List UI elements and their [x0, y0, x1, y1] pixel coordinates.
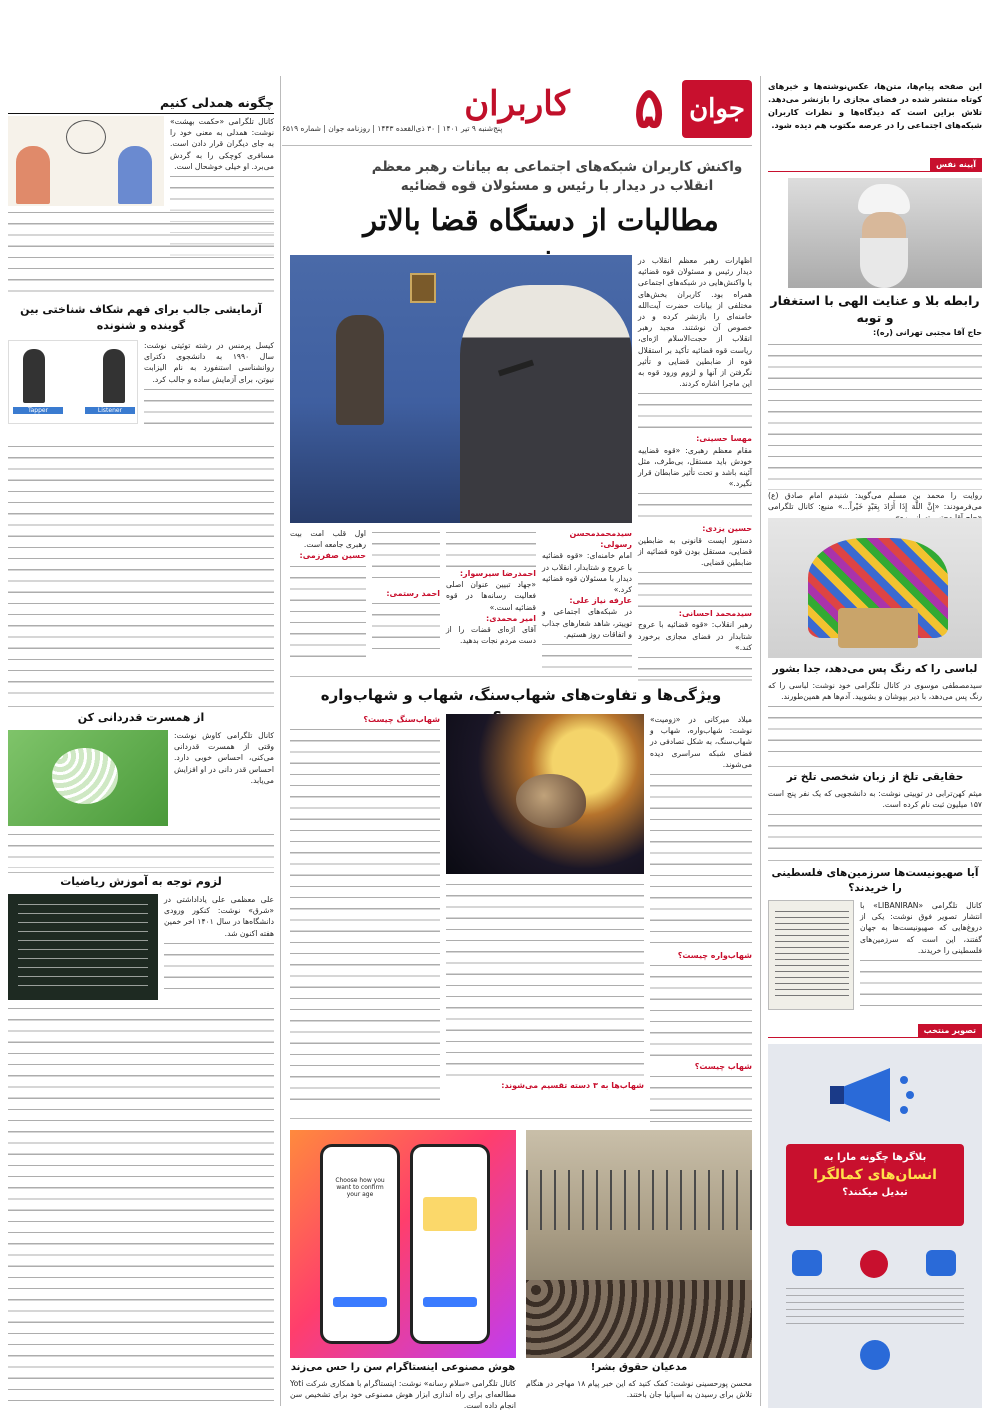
r-s2-title: آزمایشی جالب برای فهم شکاف شناختی بین گوینده و شنونده: [20, 303, 262, 332]
space-title: ویژگی‌ها و تفاوت‌های شهاب‌سنگ، شهاب و شهاب‌واره: [320, 686, 722, 704]
r-s2-divider: [8, 706, 274, 707]
tag-1-wrap: [768, 158, 982, 172]
fence-lines: [526, 1170, 752, 1230]
phone-1: [320, 1144, 400, 1344]
main-col-1: [542, 528, 632, 666]
main-sub-d: سیدمحمدمحسن رسولی:: [569, 529, 632, 550]
featured-poster: [768, 1044, 982, 1408]
section-title: کاربران: [464, 84, 570, 124]
thought-bubble: [66, 120, 106, 154]
r-s4-title: لزوم توجه به آموزش ریاضیات: [60, 875, 222, 888]
s1-sub: حاج آقا مجتبی تهرانی (ره):: [873, 328, 982, 337]
phone-2-button: [423, 1297, 477, 1307]
listener-figure: [103, 349, 125, 403]
listener-label: Listener: [85, 407, 135, 414]
cleric-beard: [860, 238, 908, 288]
empathy-illustration: [8, 116, 164, 206]
intro-text: این صفحه پیام‌ها، متن‌ها، عکس‌نوشته‌ها و خبرهای کوتاه منتشر شده در فضای مجازی را بازنشر می‌دهد. تلاش براین است که دیدگاه‌ها و نظرات کاربران شبکه‌های اجتماعی را در عرصه مکتوب هم دیده شود.: [768, 81, 982, 130]
r-s2-body: [144, 340, 274, 440]
camera-icon: [792, 1250, 822, 1276]
phone-1-text: Choose how you want to confirm your age: [335, 1177, 385, 1198]
poster-banner: [786, 1144, 964, 1226]
brand-logo-text: جوان: [689, 94, 745, 124]
r-s1-title: چگونه همدلی کنیم: [8, 94, 274, 114]
phone-2: [410, 1144, 490, 1344]
main-sub-g: امیر محمدی:: [486, 613, 536, 623]
space-divider: [290, 1118, 752, 1119]
main-body-4: رهبر انقلاب: «قوه قضائیه با عروج شتابدار در فضای مجازی برخورد کند.»: [638, 620, 752, 652]
person-right: [118, 146, 152, 204]
instagram-body: کانال تلگرامی «سلام رسانه» نوشت: اینستاگرام با همکاری شرکت Yoti مطالعه‌ای برای راه اندازی ابزار هوش مصنوعی خود برای تشخیص سن انجام داده است.: [290, 1379, 516, 1411]
main-body-3: دستور ایست قانونی به ضابطین قضایی، مستقل بودن قوه قضائیه از ضابطین قضایی.: [638, 535, 752, 568]
poster-line-3: تبدیل میکنند؟: [842, 1187, 908, 1198]
main-body-9: اول قلب امت بیت رهبری جامعه است.: [290, 529, 366, 550]
s4-body-text: کانال تلگرامی «LIBANIRAN» با انتشار تصویر فوق نوشت: یکی از دروغ‌هایی که صهیونیست‌ها به جهان گفتند، این است که سرزمین‌های فلسطینی را خریدند.: [860, 901, 982, 955]
r-s1-cont: [8, 208, 274, 296]
space-body-col-2: [446, 880, 644, 1112]
tag-2: تصویر منتخب: [918, 1024, 982, 1037]
cleric-turban: [858, 184, 910, 214]
instagram-caption: هوش مصنوعی اینستاگرام سن را حس می‌زند: [290, 1362, 516, 1373]
border-fence-body: محسن پورحسینی نوشت: کمک کنید که این خبر پیام ۱۸ مهاجر در هنگام تلاش برای رسیدن به اسپانیا جان باختند.: [526, 1379, 752, 1400]
thumb-icon: [860, 1340, 890, 1370]
person-left: [16, 146, 50, 204]
chalk-formulas: [18, 904, 148, 990]
tapper-label: Tapper: [13, 407, 63, 414]
main-body-7: «جهاد تبیین عنوان اصلی فعالیت رسانه‌ها در قوه قضائیه است.»: [446, 580, 536, 612]
portrait-frame: [410, 273, 436, 303]
tapper-illustration: [8, 340, 138, 424]
r-s4-body-text: علی معظمی علی یاداداشتی در «شرق» نوشت: کنکور ورودی دانشگاه‌ها در سال ۱۴۰۱ اخر خمین هفته اکنون شد.: [164, 895, 274, 938]
r-s4-body: [164, 894, 274, 1000]
main-col-2: [446, 528, 536, 666]
flower-bouquet: [52, 748, 118, 804]
border-fence-photo: [526, 1130, 752, 1358]
main-body-2: مقام معظم رهبری: «قوه قضاییه خودش باید مستقل، بی‌طرف، مثل آئینه باشد و تحت تأثیر ضابطان قرار نگیرد.»: [638, 445, 752, 489]
main-photo: [290, 255, 632, 523]
r-s4-cont: [8, 1004, 274, 1408]
main-sub-b: حسین یزدی:: [702, 524, 752, 534]
s3-title: حقایقی تلخ از زبان شخصی تلخ تر: [786, 771, 964, 783]
space-sub-3: شهاب‌ها به ۳ دسته تقسیم می‌شوند:: [501, 1081, 644, 1090]
tapper-figure: [23, 349, 45, 403]
phone-1-button: [333, 1297, 387, 1307]
main-sub-e: عارفه نیاز علی:: [569, 596, 632, 606]
main-sub-i: حسین صفرزمی:: [299, 551, 366, 561]
main-body-6: در شبکه‌های اجتماعی و توییتر، شاهد شعارهای جذاب و اتفاقات روز هستیم.: [542, 607, 632, 639]
main-sub-c: سیدمحمد احسانی:: [678, 609, 752, 619]
main-sub-a: مهسا حسینی:: [696, 434, 752, 444]
laundry-basket: [838, 608, 918, 648]
instagram-photo: [290, 1130, 516, 1358]
r-s3-body: [174, 730, 274, 826]
laundry-photo: [768, 518, 982, 658]
document-photo: [768, 900, 854, 1010]
brand-logo: [682, 80, 752, 138]
s3-body-text: میثم کهن‌ترابی در توییتی نوشت: به دانشجویی که یک نفر پنج است ۱۵۷ میلیون ثبت نام کرده است.: [768, 789, 982, 810]
s2-body: [768, 680, 982, 762]
r-s2-cont: [8, 442, 274, 704]
speaker-figure: [460, 285, 632, 523]
main-sub-h: احمد رستمی:: [386, 589, 440, 598]
poster-line-2: انسان‌های کمالگرا: [813, 1167, 937, 1183]
main-divider: [290, 676, 752, 677]
s1-body: [768, 340, 982, 510]
s2-divider: [768, 766, 982, 767]
poster-line-1: بلاگرها چگونه مارا به: [823, 1152, 927, 1163]
cleric-photo: [788, 178, 982, 288]
document-lines: [775, 911, 849, 1001]
header: [282, 76, 752, 142]
main-col-4: [290, 528, 366, 666]
date-line: پنج‌شنبه ۹ تیر ۱۴۰۱ | ۳۰ ذی‌القعده ۱۴۴۳ | روزنامه جوان | شماره ۶۵۱۹: [282, 124, 503, 133]
s3-body: [768, 788, 982, 858]
s2-body-text: سیدمصطفی موسوی در کانال تلگرامی خود نوشت: لباسی را که رنگ پس می‌دهد، با دیر بپوشان و بشویید. آدم‌ها هم همین‌طورند.: [768, 681, 982, 702]
meteor-rock: [516, 774, 586, 828]
s4-title: آیا صهیونیست‌ها سرزمین‌های فلسطینی را خریدند؟: [771, 867, 979, 894]
space-photo: [446, 714, 644, 874]
math-photo: [8, 894, 158, 1000]
crowd: [526, 1280, 752, 1358]
megaphone-icon: [830, 1060, 920, 1130]
main-sub-f: احمدرضا سیرسوار:: [459, 569, 536, 578]
poster-icons: [786, 1244, 964, 1394]
page-number: ۵: [633, 75, 665, 141]
r-s1-body-text: کانال تلگرامی «حکمت بهشت» نوشت: همدلی به معنی خود را به جای دیگران قرار دادن است. مسافری کوچکی را به گردش می‌برد. او خیلی خوشحال است.: [170, 117, 274, 171]
s2-title: لباسی را که رنگ پس می‌دهد، جدا بشور: [772, 663, 978, 675]
main-col-3: [372, 528, 440, 666]
r-s3-body-text: کانال تلگرامی کاوش نوشت: وقتی از همسرت قدردانی می‌کنی، احساس خوبی دارد. احساس قدر دانی در او افزایش می‌یابد.: [174, 731, 274, 785]
main-body-8: آقای اژه‌ای قضات را از دست مردم نجات بدهید.: [446, 625, 536, 646]
tag-2-wrap: [768, 1024, 982, 1038]
space-sub-4: شهاب چیست؟: [694, 1062, 752, 1072]
poster-text-lines: [786, 1288, 964, 1328]
s1-body-text: روایت را محمد بن مسلم می‌گوید: شنیدم امام صادق (ع) می‌فرمودند: «إِنَّ اللَّهَ إِذَا أَرَادَ بِعَبْدٍ خَيْراً...» منبع: کانال تلگرامی: [768, 491, 982, 512]
col-divider-right: [760, 76, 761, 1406]
s3-divider: [768, 860, 982, 861]
flower-photo: [8, 730, 168, 826]
col-divider-left: [280, 76, 281, 1406]
r-s3-title: از همسرت قدردانی کن: [77, 711, 205, 724]
main-body-1: اظهارات رهبر معظم انقلاب در دیدار رئیس و مسئولان قوه قضائیه با واکنش‌هایی در شبکه‌های اجتماعی همراه بود. کاربران بخش‌های مختلفی از بیانات حضرت آیت‌الله خامنه‌ای را بازنشر کرده و در خصوص آن نوشتند. مجید رهبر انقلاب از حجت‌الاسلام اژه‌ای، ریاست قوه قضائیه تأکید بر استقلال قوه از ضابطین قضایی و تأثیر نگرفتن از آنها و لزوم ورود قوه به این ماجرا اشاره کردند.: [638, 256, 752, 389]
id-card: [423, 1197, 477, 1231]
seated-figure: [336, 315, 384, 425]
intro-box: [768, 80, 982, 152]
header-divider: [282, 145, 752, 146]
main-body-5: امام خامنه‌ای: «قوه قضائیه با عروج و شتابدار، انقلاب در دیدار با مسئولان قوه قضائیه کرد.»: [542, 551, 632, 595]
s1-title: رابطه بلا و عنایت الهی با استغفار و توبه: [770, 293, 980, 325]
main-title: مطالبات از دستگاه قضا بالاتر: [363, 203, 719, 237]
r-s3-divider: [8, 872, 274, 873]
space-body: میلاد میرکانی در «زومیت» نوشت: شهاب‌واره، شهاب و شهاب‌سنگ، به شکل تصادفی در فضای شبکه سراسری دیده می‌شوند.: [650, 715, 752, 769]
space-body-col-3: [290, 714, 440, 1112]
tag-1: آیینه نفس: [930, 158, 982, 171]
space-body-col-1: [650, 714, 752, 1112]
space-sub-2: شهاب‌واره چیست؟: [677, 951, 752, 961]
main-body: [638, 255, 752, 652]
r-s2-body-text: کیسل پرمنس در رشته توئیتی نوشت: سال ۱۹۹۰ به دانشجوی دکترای روانشناسی استنفورد به نام الیزابت نیوتن، برای آزمایش ساده و جالب کرد.: [144, 341, 275, 384]
s4-body: [860, 900, 982, 1020]
heart-icon: [860, 1250, 888, 1278]
border-fence-caption: مدعیان حقوق بشر!: [590, 1362, 688, 1373]
space-sub-1: شهاب‌سنگ چیست؟: [363, 715, 440, 724]
people-icon: [926, 1250, 956, 1276]
r-s3-cont: [8, 830, 274, 870]
main-kicker: واکنش کاربران شبکه‌های اجتماعی به بیانات رهبر معظم انقلاب در دیدار با رئیس و مسئولان قوه قضائیه: [371, 159, 743, 194]
